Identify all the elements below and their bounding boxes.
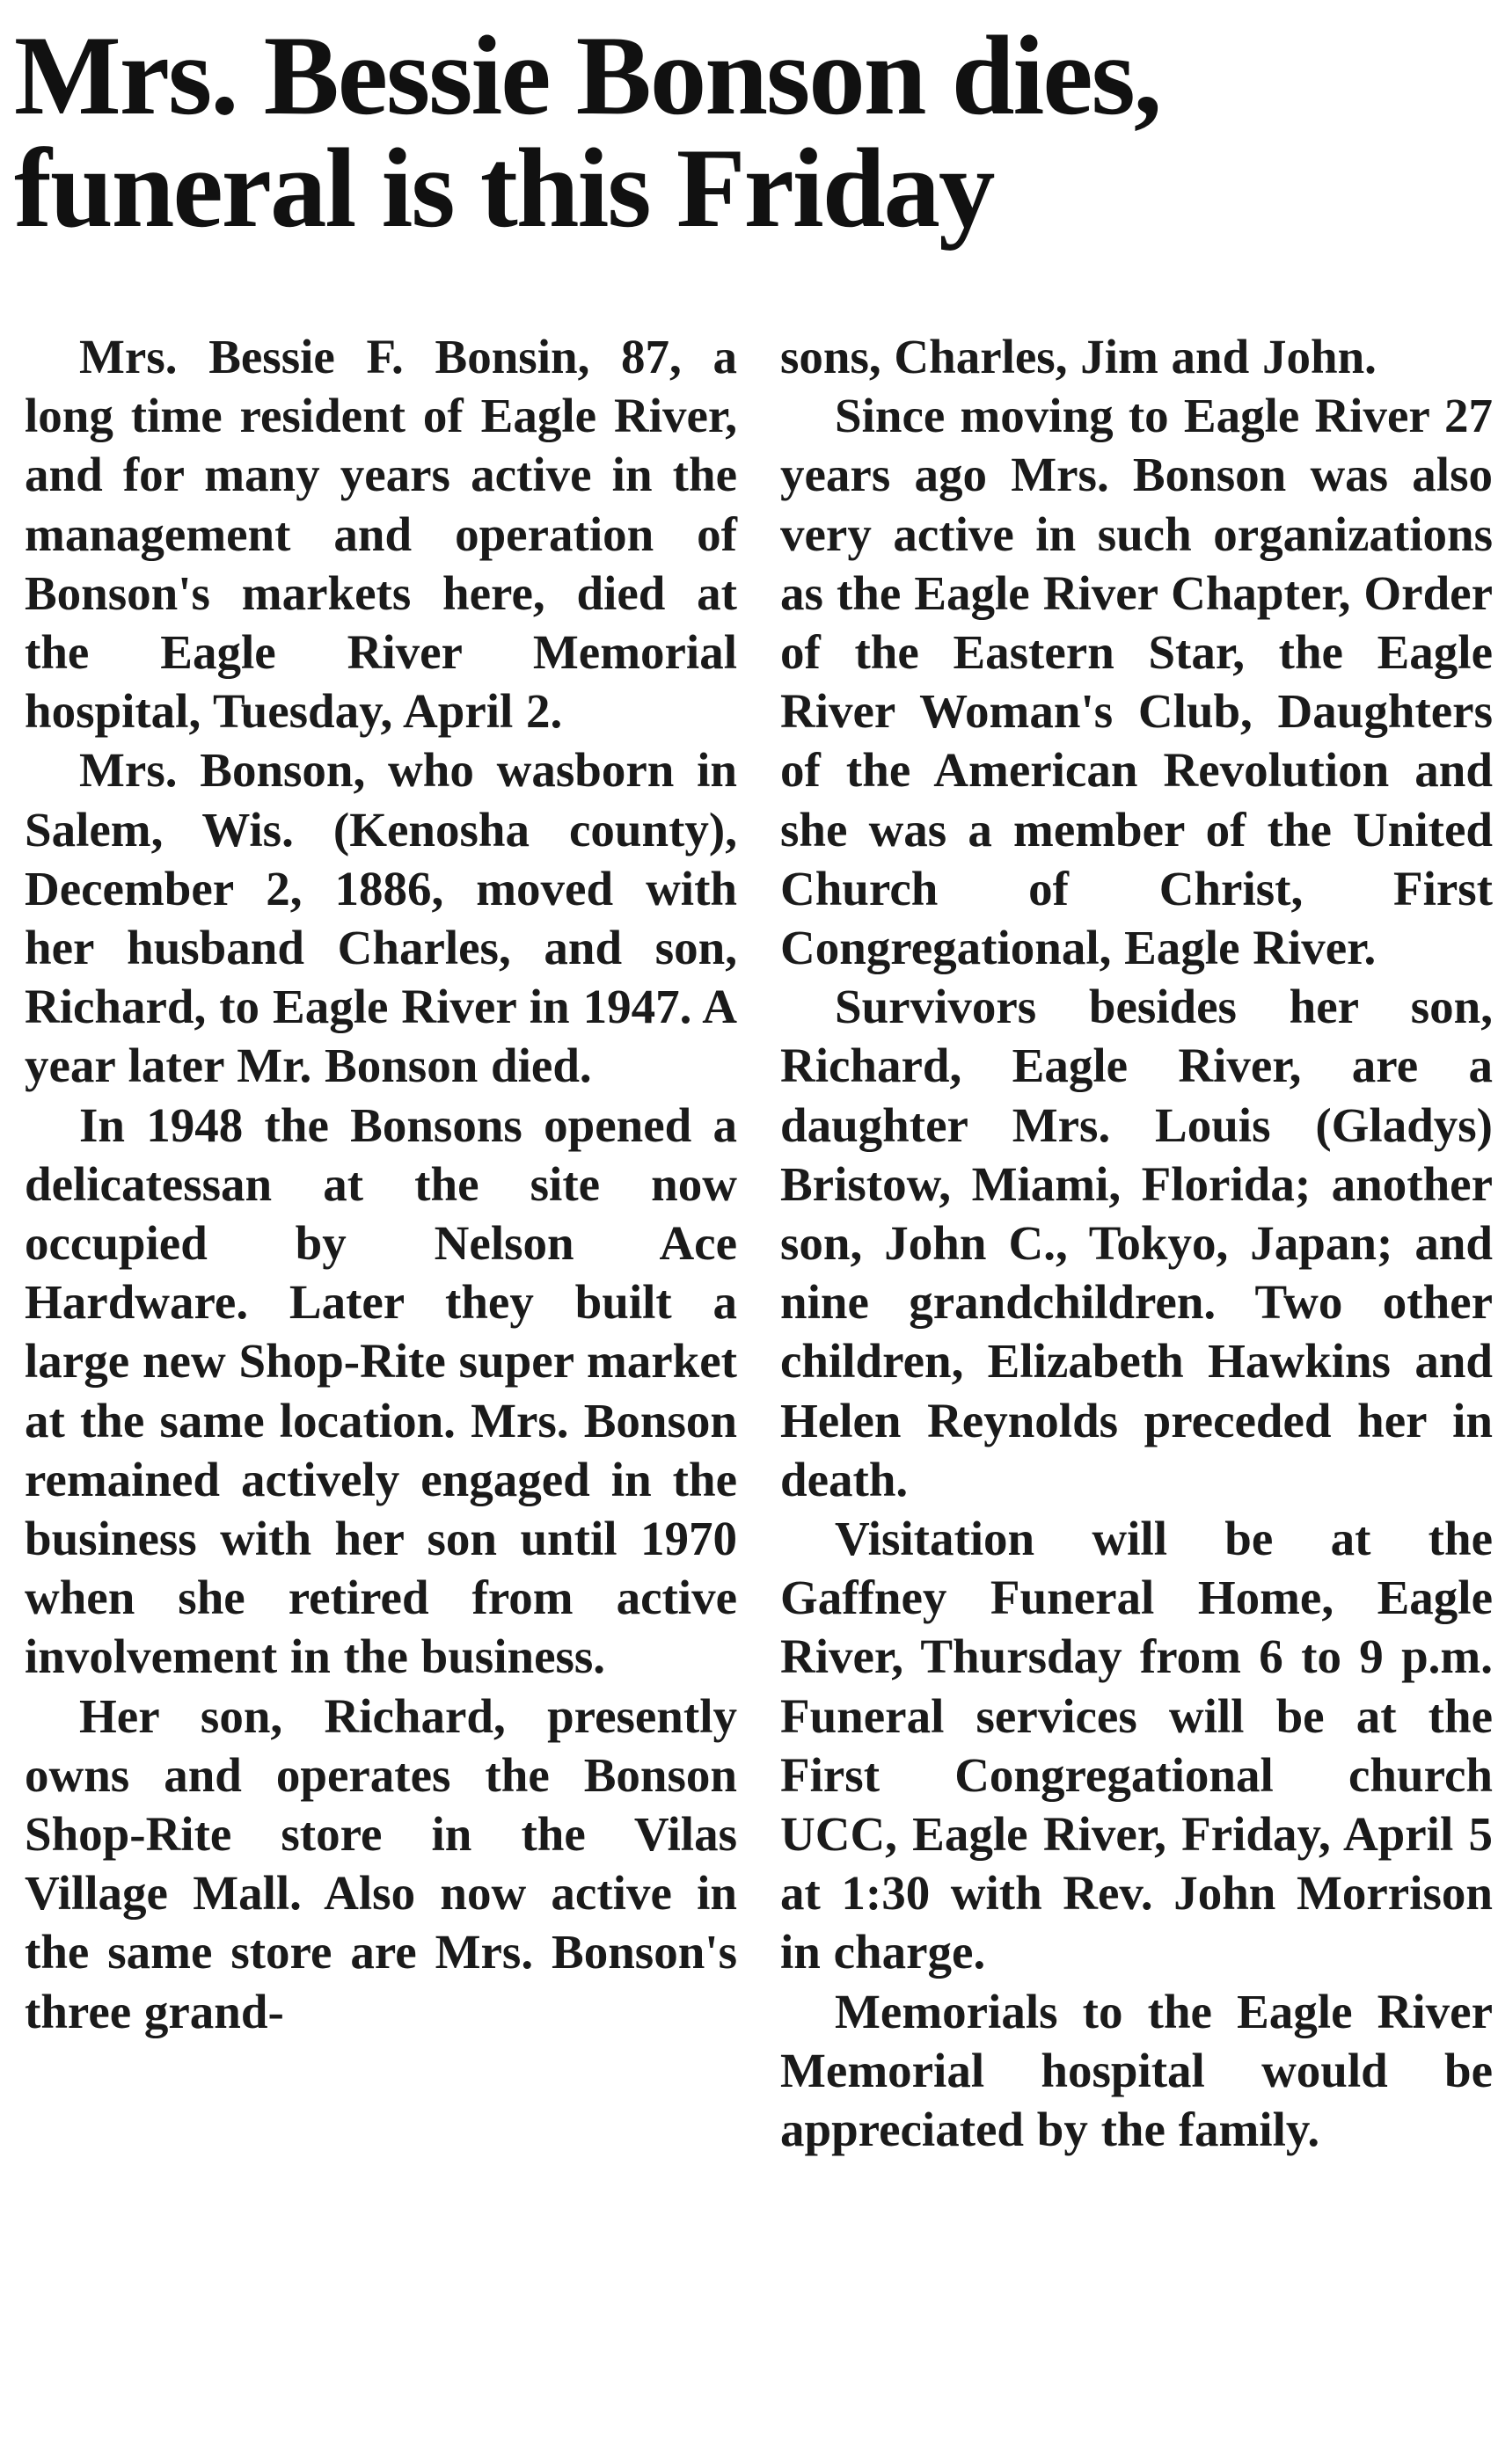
paragraph-business-history: In 1948 the Bonsons opened a delicatessan at the site now occupied by Nelson Ace Hardware. Later they built a large new Shop-Rite super market at the same location. Mrs. Bonson remained actively engaged in the business with her son until 1970 when she retired from active involvement in the business. (25, 1097, 737, 1684)
paragraph-son-business-continued: sons, Charles, Jim and John. (780, 330, 1377, 383)
paragraph-visitation-services: Visitation will be at the Gaffney Funeral Home, Eagle River, Thursday from 6 to 9 p.m. Funeral services will be at the First Congregational church UCC, Eagle River, Friday, April 5 at 1:30 with Rev. John Morrison in charge. (780, 1512, 1493, 1979)
headline-line-2: funeral is this Friday (14, 125, 994, 251)
headline (14, 12, 1487, 251)
paragraph-biography: Mrs. Bonson, who wasborn in Salem, Wis. (Kenosha county), December 2, 1886, moved with her husband Charles, and son, Richard, to Eagle River in 1947. A year later Mr. Bonson died. (25, 743, 737, 1093)
paragraph-son-business: Her son, Richard, presently owns and operates the Bonson Shop-Rite store in the Vilas Village Mall. Also now active in the same store are Mrs. Bonson's three grand- (25, 1688, 737, 2038)
paragraph-obituary-intro: Mrs. Bessie F. Bonsin, 87, a long time resident of Eagle River, and for many years active in the management and operation of Bonson's markets here, died at the Eagle River Memorial hospital, Tuesday, April 2. (25, 330, 737, 739)
article-column-right (780, 327, 1493, 2159)
headline-line-1: Mrs. Bessie Bonson dies, (14, 12, 1161, 138)
paragraph-memorials: Memorials to the Eagle River Memorial hospital would be appreciated by the family. (780, 1984, 1493, 2157)
paragraph-organizations: Since moving to Eagle River 27 years ago Mrs. Bonson was also very active in such organizations as the Eagle River Chapter, Order of the Eastern Star, the Eagle River Woman's Club, Daughters of the American Revolution and she was a member of the United Church of Christ, First Congregational, Eagle River. (780, 389, 1493, 975)
article-column-left (25, 327, 737, 2041)
paragraph-survivors: Survivors besides her son, Richard, Eagle River, are a daughter Mrs. Louis (Gladys) Bristow, Miami, Florida; another son, John C., Tokyo, Japan; and nine grandchildren. Two other children, Elizabeth Hawkins and Helen Reynolds preceded her in death. (780, 980, 1493, 1506)
